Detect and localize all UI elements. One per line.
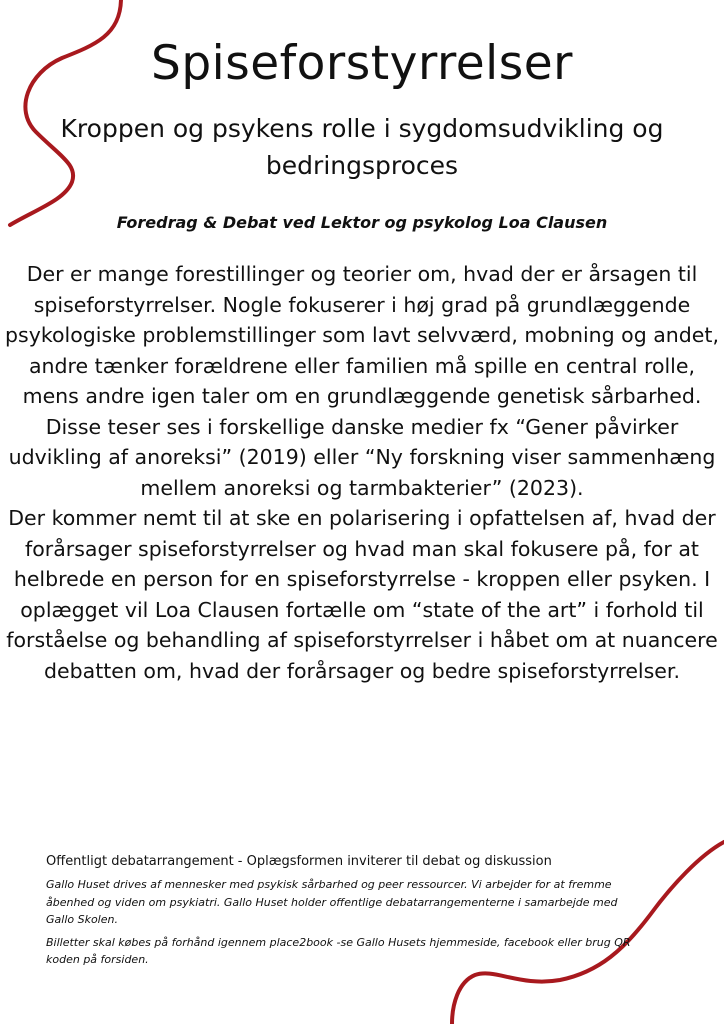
- footer: [46, 852, 646, 969]
- event-type-heading: Offentligt debatarrangement - Oplægsformen inviterer til debat og diskussion: [46, 854, 552, 869]
- poster-subtitle: Kroppen og psykens rolle i sygdomsudvikling og bedringsproces: [60, 114, 664, 180]
- description: [4, 259, 720, 686]
- ticket-note: Billetter skal købes på forhånd igennem place2book -se Gallo Husets hjemmeside, facebook eller brug QR koden på forsiden.: [46, 935, 631, 966]
- speaker-byline: Foredrag & Debat ved Lektor og psykolog Loa Clausen: [116, 213, 608, 232]
- body-paragraph: Der kommer nemt til at ske en polarisering i opfattelsen af, hvad der forårsager spiseforstyrrelser og hvad man skal fokusere på, for at helbrede en person for en spiseforstyrrelse - kroppen eller psyken. I oplægget vil Loa Clausen fortælle om “state of the art” i forhold til forståelse og behandling af spiseforstyrrelser i håbet om at nuancere debatten om, hvad der forårsager og bedre spiseforstyrrelser.: [6, 506, 718, 683]
- poster-title: Spiseforstyrrelser: [151, 36, 573, 91]
- about-note: Gallo Huset drives af mennesker med psykisk sårbarhed og peer ressourcer. Vi arbejder for at fremme åbenhed og viden om psykiatri. Gallo Huset holder offentlige debatarrangementerne i samarbejde med Gallo Skolen.: [46, 878, 618, 926]
- intro-paragraph: Der er mange forestillinger og teorier om, hvad der er årsagen til spiseforstyrrelser. Nogle fokuserer i høj grad på grundlæggende psykologiske problemstillinger som lavt selvværd, mobning og andet, andre tænker forældrene eller familien må spille en central rolle, mens andre igen taler om en grundlæggende genetisk sårbarhed. Disse teser ses i forskellige danske medier fx “Gener påvirker udvikling af anoreksi” (2019) eller “Ny forskning viser sammenhæng mellem anoreksi og tarmbakterier” (2023).: [5, 262, 719, 500]
